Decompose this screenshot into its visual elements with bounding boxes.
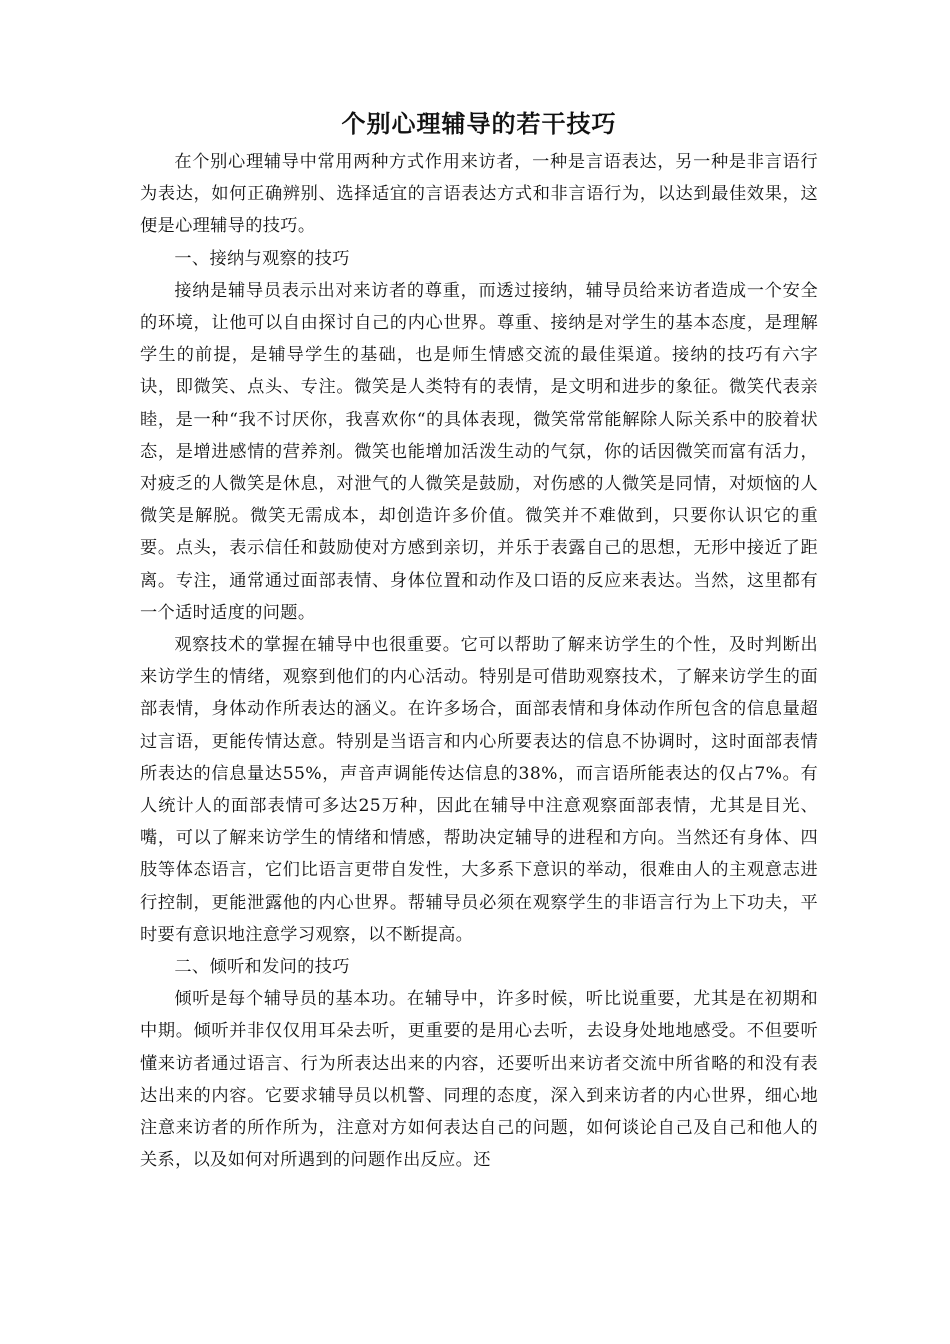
document-page [140,104,818,1177]
section-heading-2: 二、倾听和发问的技巧 [174,957,350,978]
observation-paragraph: 观察技术的掌握在辅导中也很重要。它可以帮助了解来访学生的个性，及时判断出来访学生的情绪，观察到他们的内心活动。特别是可借助观察技术，了解来访学生的面部表情，身体动作所表达的涵义。在许多场合，面部表情和身体动作所包含的信息量超过言语，更能传情达意。特别是当语言和内心所要表达的信息不协调时，这时面部表情所表达的信息量达55%，声音声调能传达信息的38%，而言语所能表达的仅占7%。有人统计人的面部表情可多达25万种，因此在辅导中注意观察面部表情，尤其是目光、嘴，可以了解来访学生的情绪和情感，帮助决定辅导的进程和方向。当然还有身体、四肢等体态语言，它们比语言更带自发性，大多系下意识的举动，很难由人的主观意志进行控制，更能泄露他的内心世界。帮辅导员必须在观察学生的非语言行为上下功夫，平时要有意识地注意学习观察，以不断提高。 [140,635,818,945]
intro-paragraph: 在个别心理辅导中常用两种方式作用来访者，一种是言语表达，另一种是非言语行为表达，如何正确辨别、选择适宜的言语表达方式和非言语行为，以达到最佳效果，这便是心理辅导的技巧。 [140,152,818,237]
acceptance-paragraph: 接纳是辅导员表示出对来访者的尊重，而透过接纳，辅导员给来访者造成一个安全的环境，让他可以自由探讨自己的内心世界。尊重、接纳是对学生的基本态度，是理解学生的前提，是辅导学生的基础，也是师生情感交流的最佳渠道。接纳的技巧有六字诀，即微笑、点头、专注。微笑是人类特有的表情，是文明和进步的象征。微笑代表亲睦，是一种“我不讨厌你，我喜欢你“的具体表现，微笑常常能解除人际关系中的胶着状态，是增进感情的营养剂。微笑也能增加活泼生动的气氛，你的话因微笑而富有活力，对疲乏的人微笑是休息，对泄气的人微笑是鼓励，对伤感的人微笑是同情，对烦恼的人微笑是解脱。微笑无需成本，却创造许多价值。微笑并不难做到，只要你认识它的重要。点头，表示信任和鼓励使对方感到亲切，并乐于表露自己的思想，无形中接近了距离。专注，通常通过面部表情、身体位置和动作及口语的反应来表达。当然，这里都有一个适时适度的问题。 [140,280,818,623]
listening-paragraph: 倾听是每个辅导员的基本功。在辅导中，许多时候，听比说重要，尤其是在初期和中期。倾听并非仅仅用耳朵去听，更重要的是用心去听，去设身处地地感受。不但要听懂来访者通过语言、行为所表达出来的内容，还要听出来访者交流中所省略的和没有表达出来的内容。它要求辅导员以机警、同理的态度，深入到来访者的内心世界，细心地注意来访者的所作所为，注意对方如何表达自己的问题，如何谈论自己及自己和他人的关系，以及如何对所遇到的问题作出反应。还 [140,989,818,1171]
document-title: 个别心理辅导的若干技巧 [341,110,617,138]
section-heading-1: 一、接纳与观察的技巧 [174,248,350,269]
